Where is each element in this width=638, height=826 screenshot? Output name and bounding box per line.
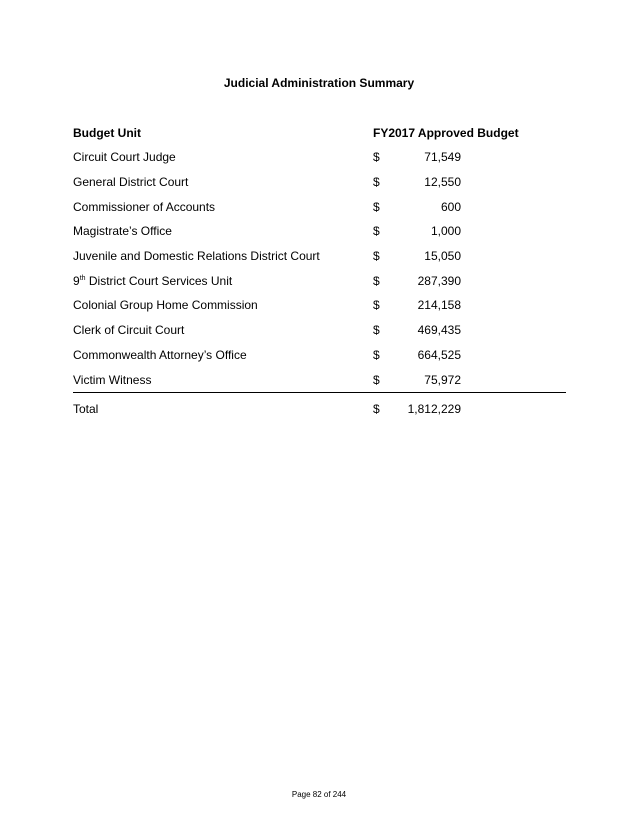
table-row	[73, 145, 566, 170]
row-unit-label: General District Court	[73, 175, 189, 190]
table-row	[73, 194, 566, 219]
row-unit-label: Commissioner of Accounts	[73, 199, 216, 214]
row-unit-label	[73, 268, 373, 293]
row-currency: $	[373, 298, 380, 313]
row-unit-label: Victim Witness	[73, 367, 373, 392]
total-label: Total	[73, 401, 99, 416]
table-row	[73, 170, 566, 195]
table-header-row	[73, 120, 566, 145]
table-row	[73, 268, 566, 293]
total-currency: $	[373, 401, 380, 416]
row-amount: 600	[440, 199, 461, 214]
row-currency: $	[373, 224, 380, 239]
row-unit-label: Colonial Group Home Commission	[73, 298, 258, 313]
row-currency: $	[373, 367, 403, 392]
table-row	[73, 293, 566, 318]
row-amount: 1,000	[430, 224, 461, 239]
page-footer: Page 82 of 244	[291, 790, 347, 799]
row-unit-label: Commonwealth Attorney’s Office	[73, 347, 247, 362]
budget-table	[73, 120, 566, 423]
row-currency: $	[373, 249, 380, 264]
row-unit-text: District Court Services Unit	[85, 273, 233, 288]
table-row	[73, 244, 566, 269]
document-title: Judicial Administration Summary	[223, 76, 415, 90]
header-budget-unit: Budget Unit	[73, 125, 141, 140]
row-currency: $	[373, 199, 380, 214]
header-fy2017-budget: FY2017 Approved Budget	[373, 125, 519, 140]
table-row	[73, 343, 566, 368]
row-unit-ordinal-suffix: th	[79, 274, 86, 282]
row-amount: 15,050	[424, 249, 461, 264]
row-amount: 287,390	[417, 273, 461, 288]
row-currency: $	[373, 323, 380, 338]
row-unit-label: Clerk of Circuit Court	[73, 323, 185, 338]
table-row	[73, 367, 566, 392]
row-unit-label: Juvenile and Domestic Relations District Court	[73, 249, 320, 264]
row-currency: $	[373, 175, 380, 190]
row-amount: 71,549	[424, 150, 461, 165]
row-currency: $	[373, 150, 380, 165]
row-amount: 469,435	[417, 323, 461, 338]
row-currency: $	[373, 347, 380, 362]
row-amount: 664,525	[417, 347, 461, 362]
row-amount: 214,158	[417, 298, 461, 313]
row-amount: 12,550	[424, 175, 461, 190]
total-amount: 1,812,229	[407, 401, 461, 416]
table-row	[73, 219, 566, 244]
row-amount: 75,972	[403, 367, 461, 392]
table-row	[73, 318, 566, 343]
row-unit-label: Magistrate’s Office	[73, 224, 172, 239]
total-row	[73, 392, 566, 423]
row-currency: $	[373, 273, 380, 288]
row-unit-label: Circuit Court Judge	[73, 150, 176, 165]
row-unit-prefix: 9	[73, 273, 80, 288]
